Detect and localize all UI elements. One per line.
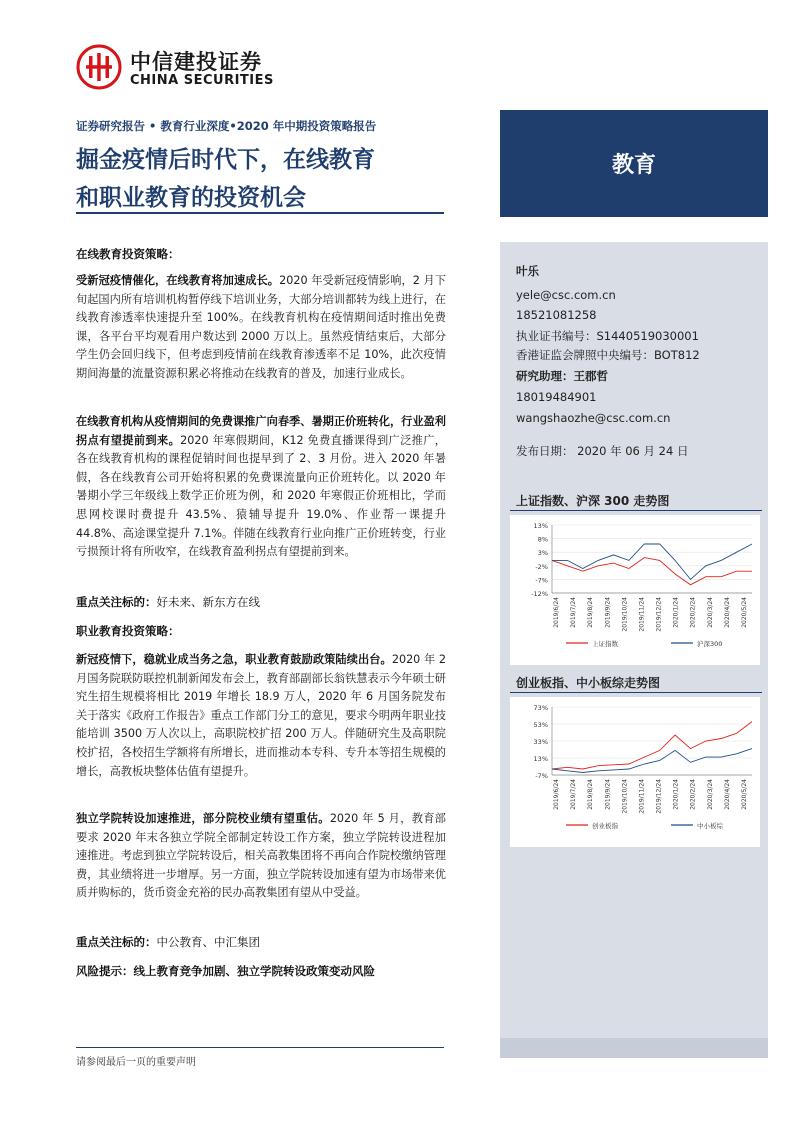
title-line-2: 和职业教育的投资机会: [76, 185, 306, 211]
y-tick-label: 8%: [537, 535, 548, 544]
board-chart-svg: [510, 697, 760, 847]
index-chart-title: 上证指数、沪深 300 走势图: [516, 494, 670, 508]
csc-emblem-icon: [76, 44, 122, 90]
vocational-para-1: [76, 651, 446, 781]
vocational-para-2: [76, 810, 446, 903]
analyst-phone: 18521081258: [516, 308, 597, 322]
x-tick-label: 2020/4/24: [723, 779, 731, 810]
x-tick-label: 2019/11/24: [638, 779, 646, 814]
analyst-email[interactable]: yele@csc.com.cn: [516, 288, 616, 302]
sector-label: 教育: [611, 153, 656, 178]
y-tick-label: -7%: [535, 576, 548, 585]
vocational-para-1-lead: 新冠疫情下，稳就业成当务之急，职业教育鼓励政策陆续出台。: [76, 653, 392, 666]
assistant-name: 研究助理：王郡哲: [516, 369, 608, 383]
x-tick-label: 2020/5/24: [741, 779, 748, 810]
board-chart-title: 创业板指、中小板综走势图: [516, 676, 661, 690]
brand-name-en: CHINA SECURITIES: [130, 73, 274, 88]
focus-1-label: 重点关注标的：: [76, 595, 157, 609]
x-tick-label: 2020/5/24: [741, 597, 748, 628]
assistant-phone: 18019484901: [516, 390, 597, 404]
x-tick-label: 2019/8/24: [587, 779, 595, 810]
title-line-1: 掘金疫情后时代下，在线教育: [76, 147, 375, 173]
index-chart: [510, 515, 760, 665]
x-tick-label: 2020/2/24: [689, 779, 697, 810]
y-tick-label: -7%: [535, 772, 548, 780]
legend-label-0: 创业板指: [592, 822, 618, 830]
risk-value: 线上教育竞争加剧、独立学院转设政策变动风险: [133, 964, 375, 978]
y-tick-label: 13%: [533, 755, 548, 763]
x-tick-label: 2019/8/24: [587, 597, 595, 628]
online-para-2-lead: 在线教育机构从疫情期间的免费课推广向春季、暑期正价班转化，行业盈利拐点有望提前到来。: [76, 415, 446, 447]
x-tick-label: 2019/9/24: [604, 597, 612, 628]
x-tick-label: 2019/12/24: [655, 779, 663, 814]
online-heading: 在线教育投资策略：: [76, 247, 180, 261]
y-tick-label: -2%: [535, 562, 548, 571]
series-line-0: [552, 558, 752, 585]
x-tick-label: 2019/6/24: [553, 597, 560, 628]
publish-date: 发布日期： 2020 年 06 月 24 日: [516, 444, 689, 458]
online-para-1-text: 2020 年受新冠疫情影响，2 月下旬起国内所有培训机构暂停线下培训业务，大部分培训都转为线上进行，在线教育渗透率快速提升至 100%。在线教育机构在疫情期间适时推出免费课，各平台平均观看用户数达到 2000 万以上。虽然疫情结束后，大部分学生仍会回归线下，但考虑到疫情前在线教育渗透率不足 10%，此次疫情期间海量的流量资源积累必将推动在线教育的普及，加速行业成长。: [76, 274, 446, 380]
focus-1-value: 好未来、新东方在线: [156, 595, 260, 609]
x-tick-label: 2020/3/24: [706, 597, 714, 628]
x-tick-label: 2020/3/24: [706, 779, 714, 810]
sector-banner: [500, 110, 768, 217]
risk-warning: [76, 963, 375, 979]
report-title: [76, 141, 446, 217]
y-tick-label: 3%: [537, 549, 548, 558]
sidebar-bottom-strip: [500, 1038, 768, 1058]
y-tick-label: 53%: [533, 721, 548, 729]
legend-label-1: 沪深300: [697, 640, 723, 648]
analyst-cert-no: 执业证书编号：S1440519030001: [516, 329, 699, 343]
assistant-email[interactable]: wangshaozhe@csc.com.cn: [516, 411, 671, 425]
vocational-para-2-lead: 独立学院转设加速推进，部分院校业绩有望重估。: [76, 812, 330, 825]
analyst-name: 叶乐: [516, 264, 539, 278]
x-tick-label: 2019/11/24: [638, 597, 646, 632]
x-tick-label: 2020/1/24: [672, 779, 680, 810]
x-tick-label: 2020/1/24: [672, 597, 680, 628]
y-tick-label: 73%: [533, 704, 548, 712]
focus-2-label: 重点关注标的：: [76, 935, 157, 949]
online-para-1-lead: 受新冠疫情催化，在线教育将加速成长。: [76, 274, 280, 287]
brand-name-cn: 中信建投证券: [130, 50, 262, 74]
y-tick-label: 13%: [533, 522, 548, 530]
online-para-2-text: 2020 年寒假期间，K12 免费直播课得到广泛推广，各在线教育机构的课程促销时间也提早到了 2、3 月份。进入 2020 年暑假，各在线教育公司开始将积累的免费课流量向正价班转化。以 2020 年暑期小学三年级线上数学正价班为例，和 2020 年寒假正价班相比，学而思网校课时费提升 43.5%、猿辅导提升 19.0%、作业帮一课提升 44.8%、高途课堂提升 7.1%。伴随在线教育行业向推广正价班转变，行业亏损预计将有所收窄，在线教育盈利拐点有望提前到来。: [76, 433, 446, 559]
index-chart-divider: [510, 510, 762, 511]
y-tick-label: 33%: [533, 738, 548, 746]
title-divider: [76, 212, 444, 214]
focus-2-value: 中公教育、中汇集团: [156, 935, 260, 949]
vocational-heading: 职业教育投资策略：: [76, 624, 180, 638]
board-chart-divider: [510, 692, 762, 693]
report-series: 证券研究报告 • 教育行业深度•2020 年中期投资策略报告: [76, 119, 377, 133]
online-para-1: [76, 272, 446, 384]
legend-label-1: 中小板综: [697, 822, 723, 830]
x-tick-label: 2019/10/24: [621, 597, 629, 632]
company-logo: [76, 44, 286, 94]
series-line-1: [552, 544, 752, 579]
x-tick-label: 2019/7/24: [570, 779, 578, 810]
x-tick-label: 2019/7/24: [570, 597, 578, 628]
x-tick-label: 2019/12/24: [655, 597, 663, 632]
x-tick-label: 2019/6/24: [553, 779, 560, 810]
x-tick-label: 2020/4/24: [723, 597, 731, 628]
board-chart: [510, 697, 760, 847]
footer-disclaimer: 请参阅最后一页的重要声明: [76, 1057, 196, 1068]
legend-label-0: 上证指数: [592, 640, 618, 648]
vocational-para-2-text: 2020 年 5 月，教育部要求 2020 年末各独立学院全部制定转设工作方案，独立学院转设进程加速推进。考虑到独立学院转设后，相关高教集团将不再向合作院校缴纳管理费，其业绩将进一步增厚。另一方面，独立学院转设加速有望为市场带来优质并购标的，货币资金充裕的民办高教集团有望从中受益。: [76, 812, 446, 900]
focus-1: [76, 594, 260, 610]
risk-label: 风险提示：: [76, 964, 134, 978]
y-tick-label: -12%: [531, 590, 548, 598]
vocational-para-1-text: 2020 年 2 月国务院联防联控机制新闻发布会上，教育部副部长翁铁慧表示今年硕士研究生招生规模将相比 2019 年增长 18.9 万人，2020 年 6 月国务院发布关于落实《政府工作报告》重点工作部门分工的意见，要求今明两年职业技能培训 3500 万人次以上，高职院校扩招 200 万人。伴随研究生及高职院校扩招，各校招生学额将有所增长，进而推动本专科、专升本等招生规模的增长，高教板块整体估值有望提升。: [76, 653, 446, 778]
footer-divider: [76, 1047, 444, 1048]
x-tick-label: 2019/9/24: [604, 779, 612, 810]
online-para-2: [76, 413, 446, 562]
x-tick-label: 2020/2/24: [689, 597, 697, 628]
x-tick-label: 2019/10/24: [621, 779, 629, 814]
analyst-hk-no: 香港证监会牌照中央编号：BOT812: [516, 348, 700, 362]
index-chart-svg: [510, 515, 760, 665]
focus-2: [76, 934, 260, 950]
